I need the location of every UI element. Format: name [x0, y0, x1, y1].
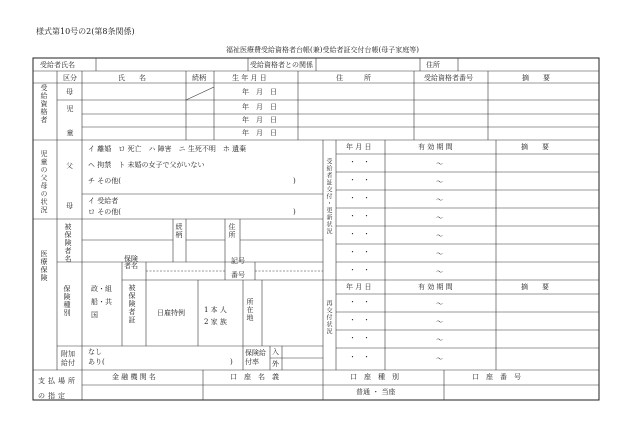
iss-date: ・ ・ — [349, 230, 370, 238]
iss-date: ・ ・ — [349, 248, 370, 256]
col-kubun: 区分 — [63, 74, 77, 82]
paren-close: ) — [293, 208, 296, 216]
person-options: 1 本 人 2 家 族 — [204, 306, 227, 326]
iss-date: ・ ・ — [349, 158, 370, 166]
out-label: 外 — [272, 360, 279, 368]
iss-period: ～ — [436, 196, 443, 204]
iss-period: ～ — [436, 178, 443, 186]
kigo-label: 記号 — [231, 257, 245, 265]
reiss-date: ・ ・ — [349, 298, 370, 306]
reissue-label: 再交付状況 — [325, 300, 332, 335]
iss-period: ～ — [436, 214, 443, 222]
style-number: 様式第10号の2(第8条関係) — [36, 27, 135, 36]
birth-date: 年 月 日 — [242, 103, 277, 111]
ins-address: 住所 — [228, 223, 236, 239]
location-label: 所在地 — [246, 298, 254, 322]
members-side-label: 受給資格者 — [40, 84, 48, 124]
reiss-period: ～ — [436, 355, 443, 363]
iss-period: ～ — [436, 250, 443, 258]
iss-date: ・ ・ — [349, 266, 370, 274]
payment-label: 支払場所の指定 — [38, 377, 78, 400]
iss-period: ～ — [436, 268, 443, 276]
form-title: 福祉医療費受給資格者台帳(兼)受給者証交付台帳(母子家庭等) — [226, 46, 419, 54]
iss-period: ～ — [436, 160, 443, 168]
reiss-date: ・ ・ — [349, 316, 370, 324]
reiss-period: ～ — [436, 300, 443, 308]
paren-close: ) — [293, 177, 296, 185]
iss-date: ・ ・ — [349, 212, 370, 220]
reiss-col-date: 年 月 日 — [346, 283, 372, 291]
father-options: チ その他( — [88, 177, 121, 185]
iss-date: ・ ・ — [349, 194, 370, 202]
bank-name-label: 金 融 機 関 名 — [112, 373, 156, 381]
insured-name: 被保険者名 — [64, 223, 72, 263]
reiss-period: ～ — [436, 336, 443, 344]
reiss-date: ・ ・ — [349, 353, 370, 361]
issuance-label: 受給者証交付・更新状況 — [325, 158, 332, 235]
iss-period: ～ — [436, 232, 443, 240]
account-number-label: 口 座 番 号 — [472, 373, 521, 381]
supplement-yes: あり( — [88, 358, 105, 366]
supplement-none: なし — [88, 348, 102, 356]
row-mother: 母 — [66, 88, 73, 96]
bango-label: 番号 — [231, 271, 245, 279]
paren-close: ) — [230, 358, 233, 366]
insurance-side-label: 医療保険 — [40, 250, 48, 282]
parents-side-label: 児童の父母の状況 — [40, 150, 48, 214]
birth-date: 年 月 日 — [242, 116, 277, 124]
benefit-rate-label: 保険給付率 — [245, 349, 266, 366]
reiss-col-note: 摘 要 — [521, 283, 549, 291]
iss-date: ・ ・ — [349, 176, 370, 184]
col-number: 受給資格者番号 — [424, 74, 473, 82]
header-address-label: 住所 — [426, 61, 440, 69]
account-name-label: 口 座 名 義 — [230, 373, 279, 381]
col-note: 摘 要 — [522, 74, 550, 82]
account-type-options: 普通 ・ 当座 — [356, 388, 396, 396]
ins-type-options: 政・組 船・共 国 — [91, 285, 112, 319]
row-child: 児 童 — [66, 105, 74, 137]
col-zokugara: 続柄 — [192, 74, 206, 82]
col-birth: 生 年 月 日 — [232, 74, 267, 82]
parent-mother: 母 — [66, 202, 73, 210]
ins-card-label: 被保険者証 — [128, 284, 136, 324]
iss-col-period: 有 効 期 間 — [418, 143, 453, 151]
iss-col-note: 摘 要 — [521, 143, 549, 151]
birth-date: 年 月 日 — [242, 129, 277, 137]
account-type-label: 口 座 種 別 — [350, 373, 399, 381]
col-name: 氏 名 — [118, 74, 146, 82]
iss-col-date: 年 月 日 — [346, 143, 372, 151]
elderly-label: 日雇特例 — [157, 309, 185, 317]
mother-options: ロ その他( — [88, 208, 121, 216]
ins-type-label: 保険種別 — [63, 285, 71, 317]
insurer-label: 保険者名 — [124, 255, 138, 270]
mother-options: イ 受給者 — [88, 197, 119, 205]
reiss-date: ・ ・ — [349, 334, 370, 342]
father-options: ヘ 拘禁 ト 未婚の女子で父がいない — [88, 161, 205, 169]
ins-zokugara: 続柄 — [175, 223, 183, 239]
applicant-name-label: 受給者氏名 — [40, 61, 75, 69]
father-options: イ 離婚 ロ 死亡 ハ 障害 ニ 生死不明 ホ 遺棄 — [88, 145, 247, 153]
reiss-col-period: 有 効 期 間 — [418, 283, 453, 291]
birth-date: 年 月 日 — [242, 88, 277, 96]
in-label: 入 — [272, 348, 279, 356]
relation-label: 受給資格者との関係 — [250, 61, 313, 69]
supplement-label: 附加給付 — [61, 350, 75, 367]
col-address: 住 所 — [336, 74, 371, 82]
reiss-period: ～ — [436, 318, 443, 326]
parent-father: 父 — [66, 162, 73, 170]
